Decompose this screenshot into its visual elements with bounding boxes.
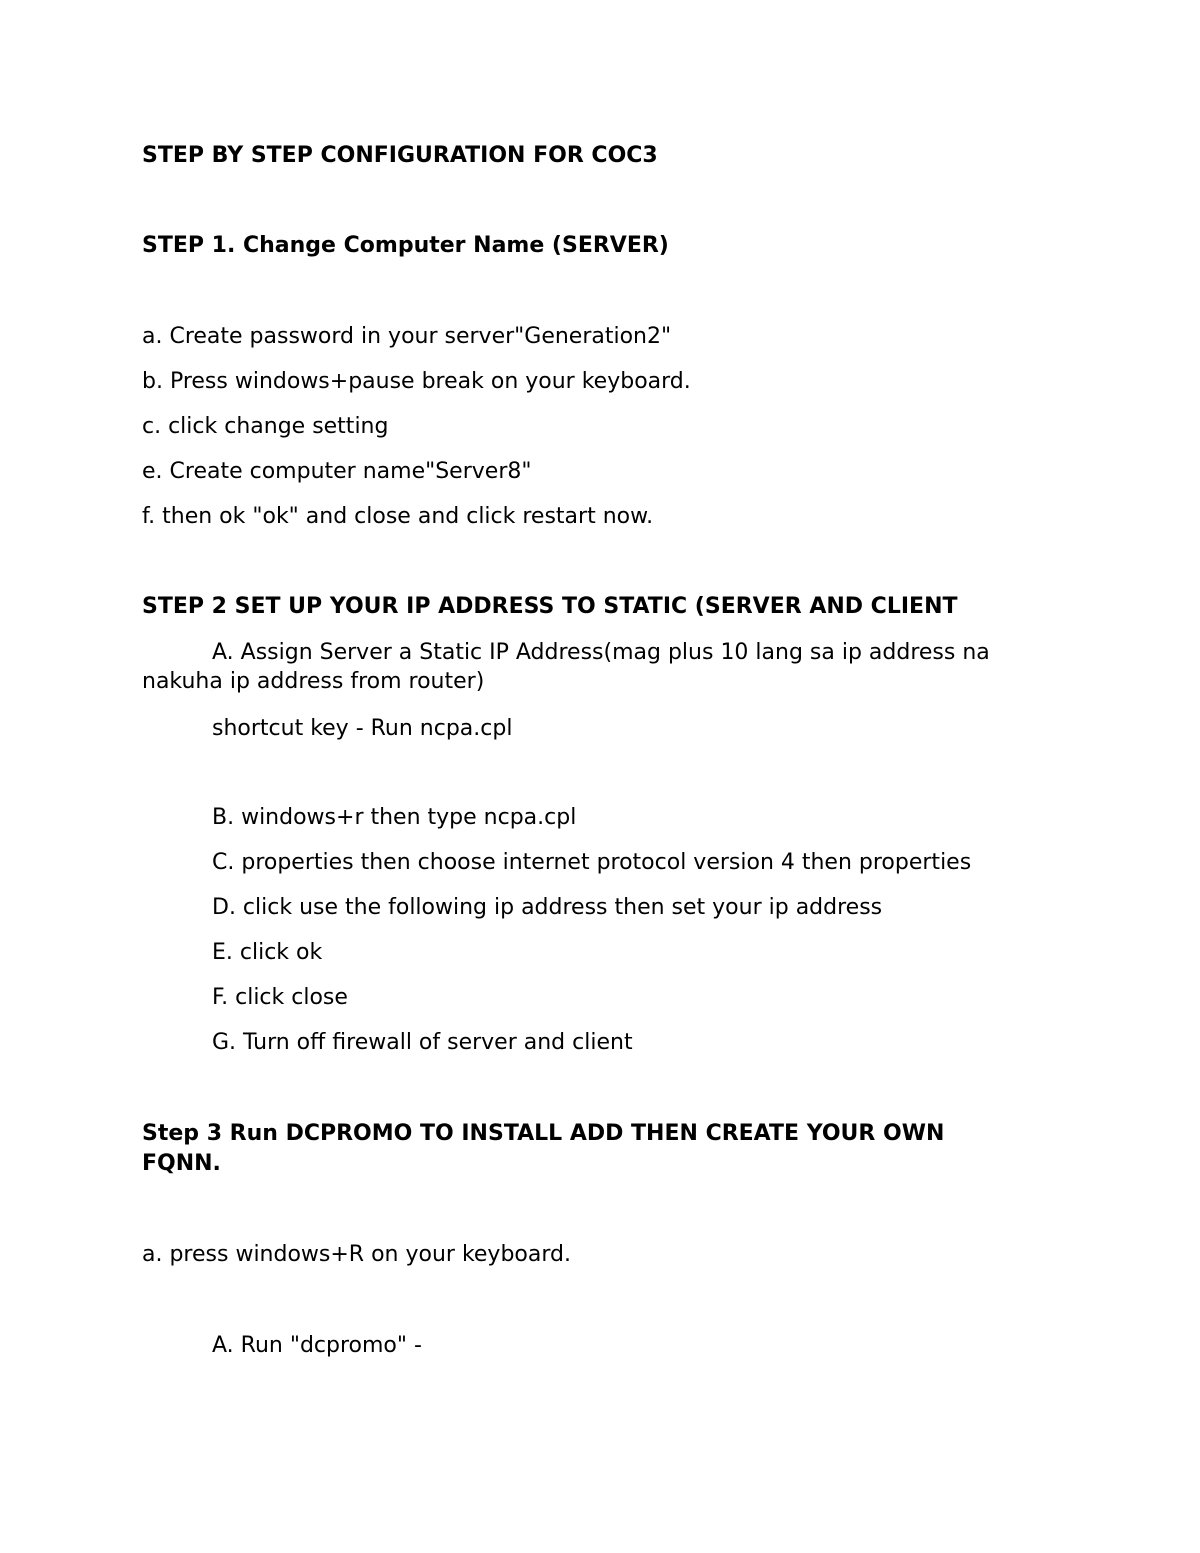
document-title: STEP BY STEP CONFIGURATION FOR COC3 (142, 143, 658, 168)
step1-heading: STEP 1. Change Computer Name (SERVER) (142, 233, 669, 258)
step1-item-a: a. Create password in your server"Generation2" (142, 324, 672, 349)
step2-item-f: F. click close (212, 985, 348, 1010)
step3-heading-line1: Step 3 Run DCPROMO TO INSTALL ADD THEN CREATE YOUR OWN (142, 1121, 945, 1146)
step2-shortcut: shortcut key - Run ncpa.cpl (212, 716, 513, 741)
step1-item-e: e. Create computer name"Server8" (142, 459, 532, 484)
step2-item-b: B. windows+r then type ncpa.cpl (212, 805, 577, 830)
step2-item-g: G. Turn off firewall of server and client (212, 1030, 633, 1055)
step2-item-a-line2: nakuha ip address from router) (142, 669, 485, 694)
step2-item-d: D. click use the following ip address then set your ip address (212, 895, 883, 920)
step1-item-f: f. then ok "ok" and close and click restart now. (142, 504, 654, 529)
step3-heading-line2: FQNN. (142, 1151, 221, 1176)
step2-item-c: C. properties then choose internet protocol version 4 then properties (212, 850, 972, 875)
step3-item-a: a. press windows+R on your keyboard. (142, 1242, 571, 1267)
step2-heading: STEP 2 SET UP YOUR IP ADDRESS TO STATIC (SERVER AND CLIENT (142, 594, 958, 619)
step1-item-b: b. Press windows+pause break on your keyboard. (142, 369, 691, 394)
step3-item-A: A. Run "dcpromo" - (212, 1333, 422, 1358)
step1-item-c: c. click change setting (142, 414, 389, 439)
step2-item-e: E. click ok (212, 940, 323, 965)
step2-item-a-line1: A. Assign Server a Static IP Address(mag plus 10 lang sa ip address na (212, 640, 990, 665)
